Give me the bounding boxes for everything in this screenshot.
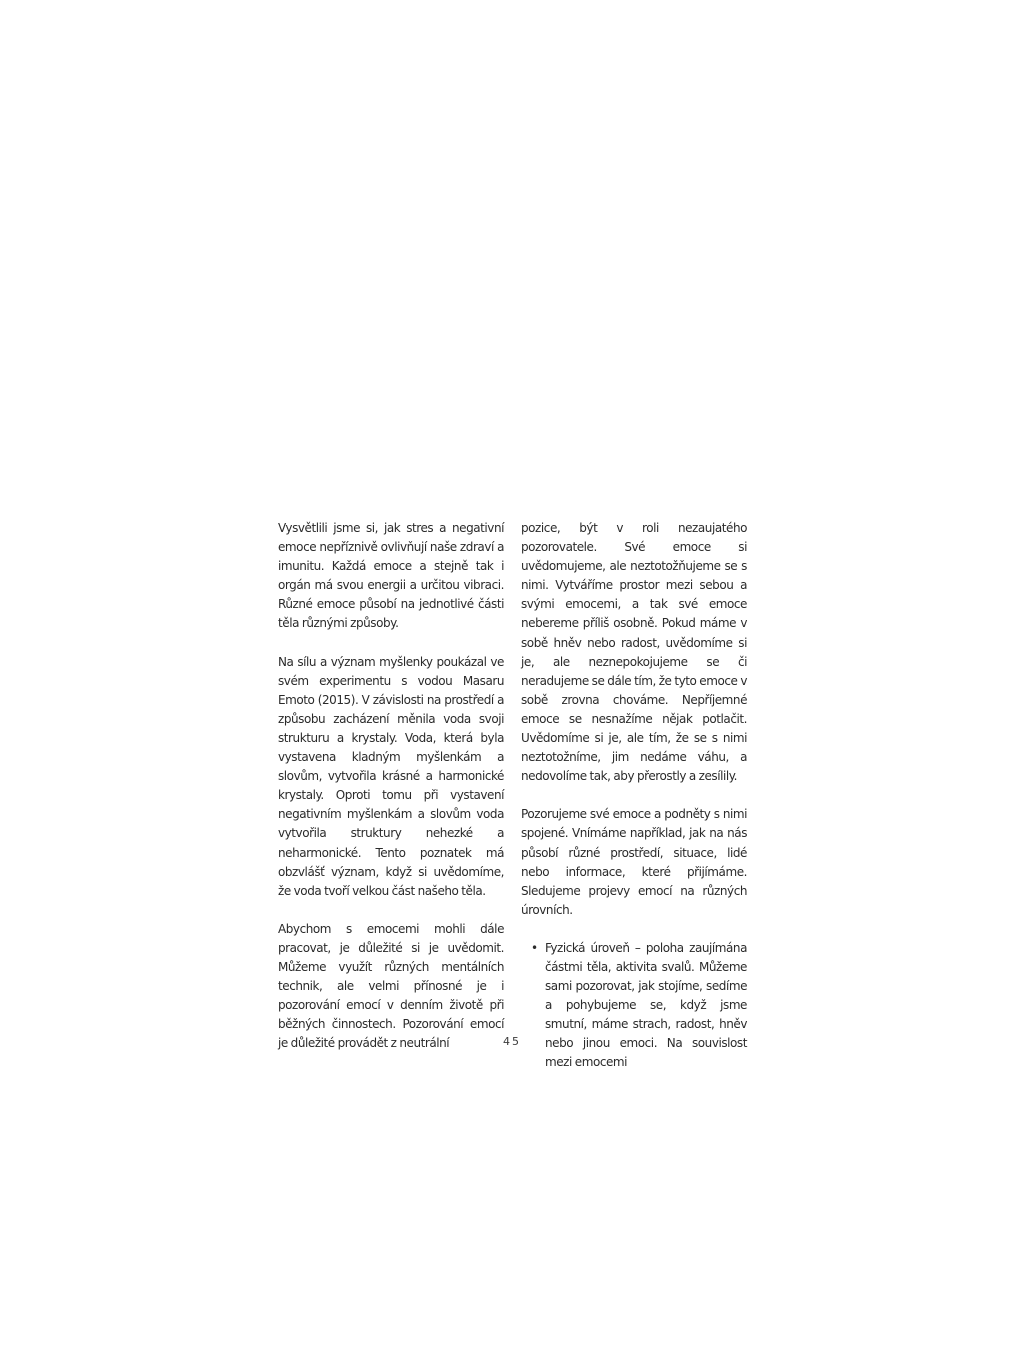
page-number: 45 bbox=[503, 1035, 521, 1048]
paragraph-emoto-experiment: Na sílu a význam myšlenky poukázal ve svém experimentu s vodou Masaru Emoto (2015). V závislosti na prostředí a způsobu zacházení měnila voda svoji strukturu a krystaly. Voda, která byla vystavena kladným myšlenkám a slovům, vytvořila krásné a harmonické krystaly. Oproti tomu při vystavení negativním myšlenkám a slovům voda vytvořila struktury nehezké a neharmonické. Tento poznatek má obzvlášť význam, když si uvědomíme, že voda tvoří velkou část našeho těla. bbox=[278, 654, 504, 898]
paragraph-gap bbox=[521, 920, 747, 939]
right-column bbox=[521, 519, 747, 1073]
paragraph-neutral-observer: pozice, být v roli nezaujatého pozorovatele. Své emoce si uvědomujeme, ale neztotožňujeme se s nimi. Vytváříme prostor mezi sebou a svými emocemi, a tak své emoce nebereme příliš osobně. Pokud máme v sobě hněv nebo radost, uvědomíme si je, ale neznepokojujeme se či neradujeme se dále tím, že tyto emoce v sobě zrovna chováme. Nepříjemné emoce se nesnažíme nějak potlačit. Uvědomíme si je, ale tím, že se s nimi neztotožníme, jim nedáme váhu, a nedovolíme tak, aby přerostly a zesílily. bbox=[521, 521, 747, 784]
paragraph-gap bbox=[278, 901, 504, 920]
left-column bbox=[278, 519, 504, 1053]
paragraph-gap bbox=[278, 634, 504, 653]
paragraph-gap bbox=[521, 786, 747, 805]
bullet-physical-level bbox=[521, 939, 747, 1073]
bullet-icon: • bbox=[531, 940, 539, 955]
paragraph-observing-emotions: Abychom s emocemi mohli dále pracovat, je důležité si je uvědomit. Můžeme využít různých mentálních technik, ale velmi přínosné je i pozorování emocí v denním životě při běžných činnostech. Pozorování emocí je důležité provádět z neutrální bbox=[278, 921, 504, 1051]
paragraph-observing-stimuli: Pozorujeme své emoce a podněty s nimi spojené. Vnímáme například, jak na nás působí různé prostředí, situace, lidé nebo informace, které přijímáme. Sledujeme projevy emocí na různých úrovních. bbox=[521, 807, 747, 917]
paragraph-stress-emotions: Vysvětlili jsme si, jak stres a negativní emoce nepříznivě ovlivňují naše zdraví a imunitu. Každá emoce a stejně tak i orgán má svou energii a určitou vibraci. Různé emoce působí na jednotlivé části těla různými způsoby. bbox=[278, 521, 504, 631]
bullet-text: Fyzická úroveň – poloha zaujímána částmi těla, aktivita svalů. Můžeme sami pozorovat, jak stojíme, sedíme a pohybujeme se, když jsme smutní, máme strach, radost, hněv nebo jinou emoci. Na souvislost mezi emocemi bbox=[545, 940, 747, 1070]
